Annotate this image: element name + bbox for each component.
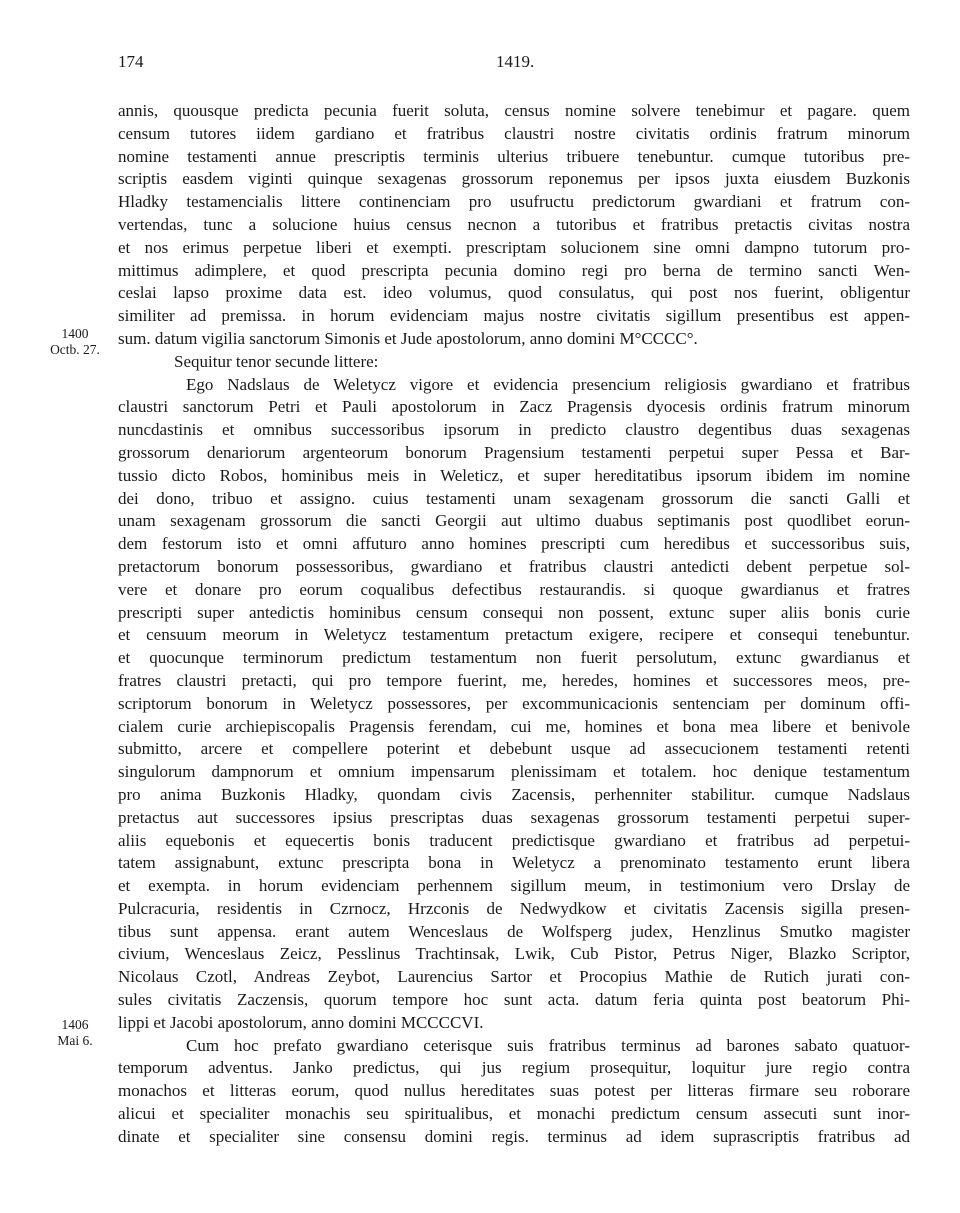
text-line: Ego Nadslaus de Weletycz vigore et evidencia presencium religiosis gwardiano et fratribus <box>186 374 910 394</box>
text-line: grossorum denariorum argenteorum bonorum Pragensium testamenti perpetui super Pessa et Bar- <box>118 442 910 462</box>
text-line: unam sexagenam grossorum die sancti Georgii aut ultimo duabus septimanis post quodlibet eorun- <box>118 511 910 531</box>
margin-note-year: 1406 <box>61 1017 89 1032</box>
text-line: et nos erimus perpetue liberi et exempti. prescriptam solucionem sine omni dampno tutorum pro- <box>118 237 910 257</box>
text-line: cialem curie archiepiscopalis Pragensis ferendam, cui me, homines et bona mea libere et benivole <box>118 716 910 736</box>
text-line: fratres claustri pretacti, qui pro tempore fuerint, me, heredes, homines et successores meos, pre- <box>118 670 910 690</box>
body-text <box>118 100 910 1149</box>
text-line: similiter ad premissa. in horum evidenciam majus nostre civitatis sigillum presentibus est appen- <box>118 306 910 326</box>
text-line: pretactus aut successores ipsius prescriptas duas sexagenas grossorum testamenti perpetui super- <box>118 807 910 827</box>
text-line: claustri sanctorum Petri et Pauli apostolorum in Zacz Pragensis dyocesis ordinis fratrum minorum <box>118 397 910 417</box>
text-line: mittimus adimplere, et quod prescripta pecunia domino regi pro berna de termino sancti Wen- <box>118 260 910 280</box>
text-line: nuncdastinis et omnibus successoribus ipsorum in predicto claustro degentibus duas sexagenas <box>118 420 910 440</box>
text-line: prescripti super antedictis hominibus censum consequi non possent, extunc super aliis bonis curie <box>118 602 910 622</box>
text-line: Hladky testamencialis littere continenciam pro usufructu predictorum gwardiani et fratrum con- <box>118 192 910 212</box>
text-line: dinate et specialiter sine consensu domini regis. terminus ad idem suprascriptis fratribus ad <box>118 1126 910 1146</box>
running-header-year: 1419. <box>496 52 535 71</box>
text-line: tibus sunt appensa. erant autem Wenceslaus de Wolfsperg judex, Henzlinus Smutko magister <box>118 921 910 941</box>
text-line: ceslai lapso proxime data est. ideo volumus, quod consulatus, qui post nos fuerint, obligentur <box>118 283 910 303</box>
text-line: submitto, arcere et compellere poterint et debebunt usque ad assecucionem testamenti retenti <box>118 739 910 759</box>
text-line: monachos et litteras eorum, quod nullus hereditates suas potest per litteras firmare seu roborare <box>118 1081 910 1101</box>
text-line: vertendas, tunc a solucione huius census necnon a tutoribus et fratribus pretactis civitas nostra <box>118 214 910 234</box>
text-line: et quocunque terminorum predictum testamentum non fuerit persolutum, extunc gwardianus et <box>118 648 910 668</box>
text-line: singulorum dampnorum et omnium impensarum plenissimam et totalem. hoc denique testamentum <box>118 762 910 782</box>
text-line: dei dono, tribuo et assigno. cuius testamenti unam sexagenam grossorum die sancti Galli et <box>118 488 910 508</box>
text-line: pretactorum bonorum possessoribus, gwardiano et fratribus claustri antedicti debent perpetue sol- <box>118 556 910 576</box>
margin-note-date: Mai 6. <box>57 1033 93 1048</box>
text-line: dem festorum isto et omni affuturo anno homines prescripti cum heredibus et successoribus suis, <box>118 534 910 554</box>
margin-note-date: Octb. 27. <box>50 342 100 357</box>
text-line: civium, Wenceslaus Zeicz, Pesslinus Trachtinsak, Lwik, Cub Pistor, Petrus Niger, Blazko Scriptor, <box>118 944 910 964</box>
text-line: lippi et Jacobi apostolorum, anno domini MCCCCVI. <box>118 1012 484 1032</box>
page-number: 174 <box>118 52 144 71</box>
text-line: Pulcracuria, residentis in Czrnocz, Hrzconis de Nedwydkow et civitatis Zacensis sigilla presen- <box>118 898 910 918</box>
text-line: aliis equebonis et equecertis bonis traducent predictisque gwardiano et fratribus ad perpetui- <box>118 830 910 850</box>
page-header <box>0 52 960 76</box>
text-line: tussio dicto Robos, hominibus meis in Weleticz, et super hereditatibus ipsorum ibidem im nomine <box>118 465 910 485</box>
text-line: scriptis easdem viginti quinque sexagenas grossorum reponemus per ipsos juxta eiusdem Buzkonis <box>118 169 910 189</box>
margin-note-year: 1400 <box>61 326 89 341</box>
text-line: vere et donare pro eorum coqualibus defectibus restaurandis. si quoque gwardianus et fratres <box>118 579 910 599</box>
margin-date-note <box>40 1017 110 1049</box>
text-line: tatem assignabunt, extunc prescripta bona in Weletycz a prenominato testamento erunt libera <box>118 853 910 873</box>
text-line: et exempta. in horum evidenciam perhennem sigillum meum, in testimonium vero Drslay de <box>118 876 910 896</box>
text-line: temporum adventus. Janko predictus, qui jus regium prosequitur, loquitur jure regio contra <box>118 1058 910 1078</box>
text-line: pro anima Buzkonis Hladky, quondam civis Zacensis, perhenniter stabilitur. cumque Nadslaus <box>118 784 910 804</box>
text-line: sules civitatis Zaczensis, quorum tempore hoc sunt acta. datum feria quinta post beatorum Phi- <box>118 990 910 1010</box>
text-line: nomine testamenti annue prescriptis terminis ulterius tribuere tenebuntur. cumque tutoribus pre- <box>118 146 910 166</box>
section-heading: Sequitur tenor secunde littere: <box>174 351 379 371</box>
text-line: Cum hoc prefato gwardiano ceterisque suis fratribus terminus ad barones sabato quatuor- <box>186 1035 910 1055</box>
text-line: censum tutores iidem gardiano et fratribus claustri nostre civitatis ordinis fratrum minorum <box>118 123 910 143</box>
text-line: Nicolaus Czotl, Andreas Zeybot, Laurencius Sartor et Procopius Mathie de Rutich jurati con- <box>118 967 910 987</box>
text-line: annis, quousque predicta pecunia fuerit soluta, census nomine solvere tenebimur et pagare. quem <box>118 101 910 120</box>
text-line: sum. datum vigilia sanctorum Simonis et Jude apostolorum, anno domini M°CCCC°. <box>118 328 698 348</box>
text-line: et censuum meorum in Weletycz testamentum pretactum exigere, recipere et consequi tenebuntur. <box>118 625 910 645</box>
text-line: alicui et specialiter monachis seu spiritualibus, et monachi predictum censum assecuti sunt inor- <box>118 1104 910 1124</box>
text-line: scriptorum bonorum in Weletycz possessores, per excommunicacionis sentenciam per dominum offi- <box>118 693 910 713</box>
margin-date-note <box>40 326 110 358</box>
